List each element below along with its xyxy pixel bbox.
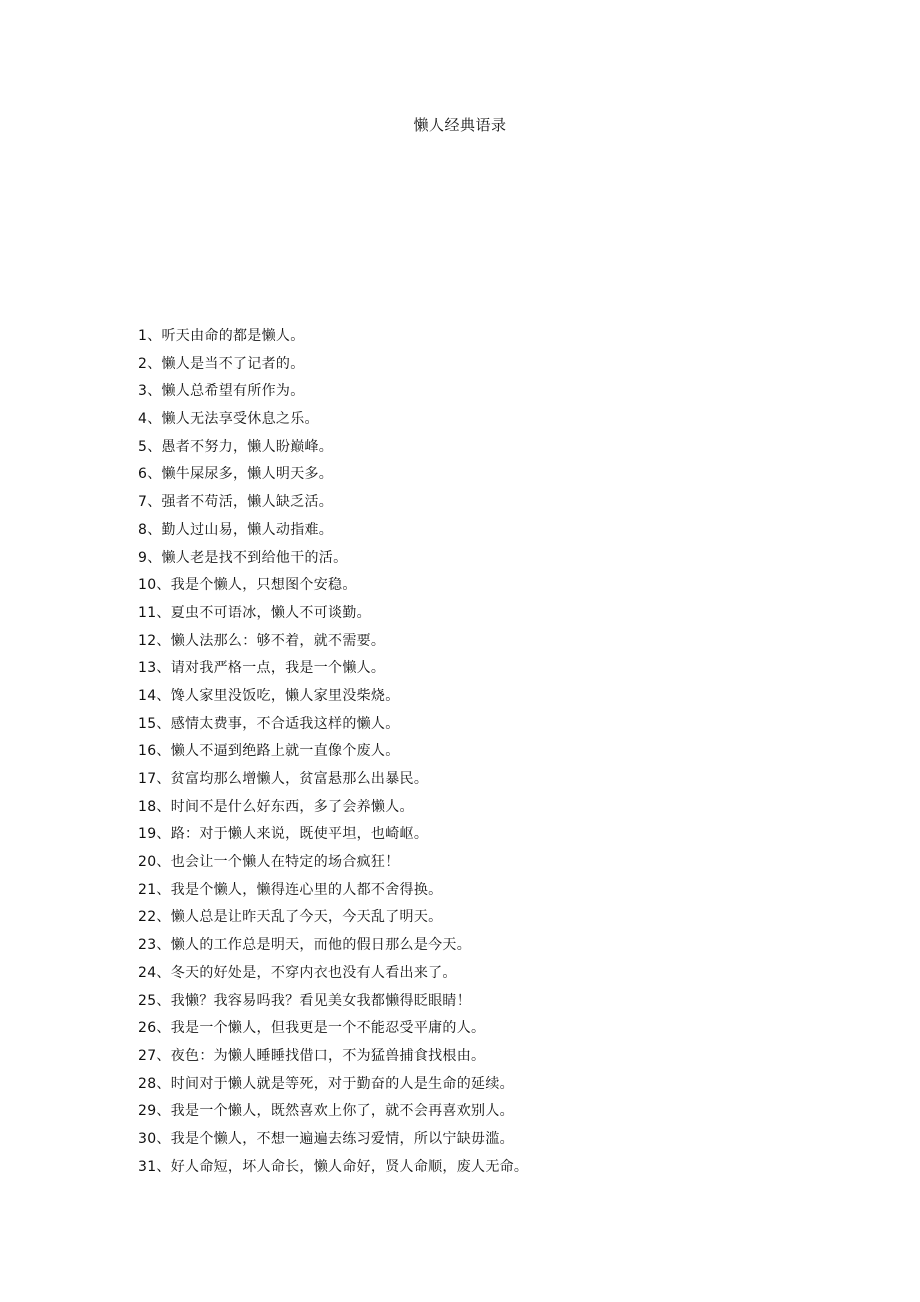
quote-item: 5、愚者不努力，懒人盼巅峰。 (138, 438, 334, 455)
quote-item: 31、好人命短，坏人命长，懒人命好，贤人命顺，废人无命。 (138, 1158, 529, 1175)
document-title: 懒人经典语录 (413, 116, 507, 134)
quote-item: 21、我是个懒人，懒得连心里的人都不舍得换。 (138, 881, 443, 898)
quote-item: 12、懒人法那么：够不着，就不需要。 (138, 632, 386, 649)
quote-item: 14、馋人家里没饭吃，懒人家里没柴烧。 (138, 687, 400, 704)
quote-item: 4、懒人无法享受休息之乐。 (138, 411, 319, 428)
quote-item: 30、我是个懒人，不想一遍遍去练习爱情，所以宁缺毋滥。 (138, 1130, 514, 1147)
quote-list (138, 323, 528, 1181)
quote-item: 17、贫富均那么增懒人，贫富悬那么出暴民。 (138, 771, 429, 787)
quote-item: 29、我是一个懒人，既然喜欢上你了，就不会再喜欢别人。 (138, 1103, 514, 1120)
quote-item: 9、懒人老是找不到给他干的活。 (138, 549, 348, 566)
quote-item: 11、夏虫不可语冰，懒人不可谈勤。 (138, 604, 371, 621)
quote-item: 19、路：对于懒人来说，既使平坦，也崎岖。 (138, 826, 429, 843)
quote-item: 7、强者不苟活，懒人缺乏活。 (138, 494, 334, 511)
quote-item: 26、我是一个懒人，但我更是一个不能忍受平庸的人。 (138, 1020, 486, 1037)
quote-item: 10、我是个懒人，只想图个安稳。 (138, 577, 357, 594)
quote-item: 2、懒人是当不了记者的。 (138, 355, 305, 372)
quote-item: 6、懒牛屎尿多，懒人明天多。 (138, 466, 334, 483)
quote-item: 18、时间不是什么好东西，多了会养懒人。 (138, 798, 414, 815)
quote-item: 25、我懒？我容易吗我？看见美女我都懒得眨眼睛！ (138, 992, 472, 1009)
quote-item: 20、也会让一个懒人在特定的场合疯狂！ (138, 854, 400, 871)
quote-item: 13、请对我严格一点，我是一个懒人。 (138, 660, 386, 677)
quote-item: 15、感情太费事，不合适我这样的懒人。 (138, 715, 400, 732)
quote-item: 23、懒人的工作总是明天，而他的假日那么是今天。 (138, 937, 472, 954)
quote-item: 8、勤人过山易，懒人动指难。 (138, 521, 334, 538)
quote-item: 3、懒人总希望有所作为。 (138, 383, 305, 400)
quote-item: 16、懒人不逼到绝路上就一直像个废人。 (138, 743, 400, 760)
quote-item: 1、听天由命的都是懒人。 (138, 328, 305, 344)
quote-item: 24、冬天的好处是，不穿内衣也没有人看出来了。 (138, 964, 457, 981)
quote-item: 28、时间对于懒人就是等死，对于勤奋的人是生命的延续。 (138, 1075, 514, 1092)
quote-item: 27、夜色：为懒人睡睡找借口，不为猛兽捕食找根由。 (138, 1047, 486, 1064)
quote-item: 22、懒人总是让昨天乱了今天，今天乱了明天。 (138, 909, 443, 926)
